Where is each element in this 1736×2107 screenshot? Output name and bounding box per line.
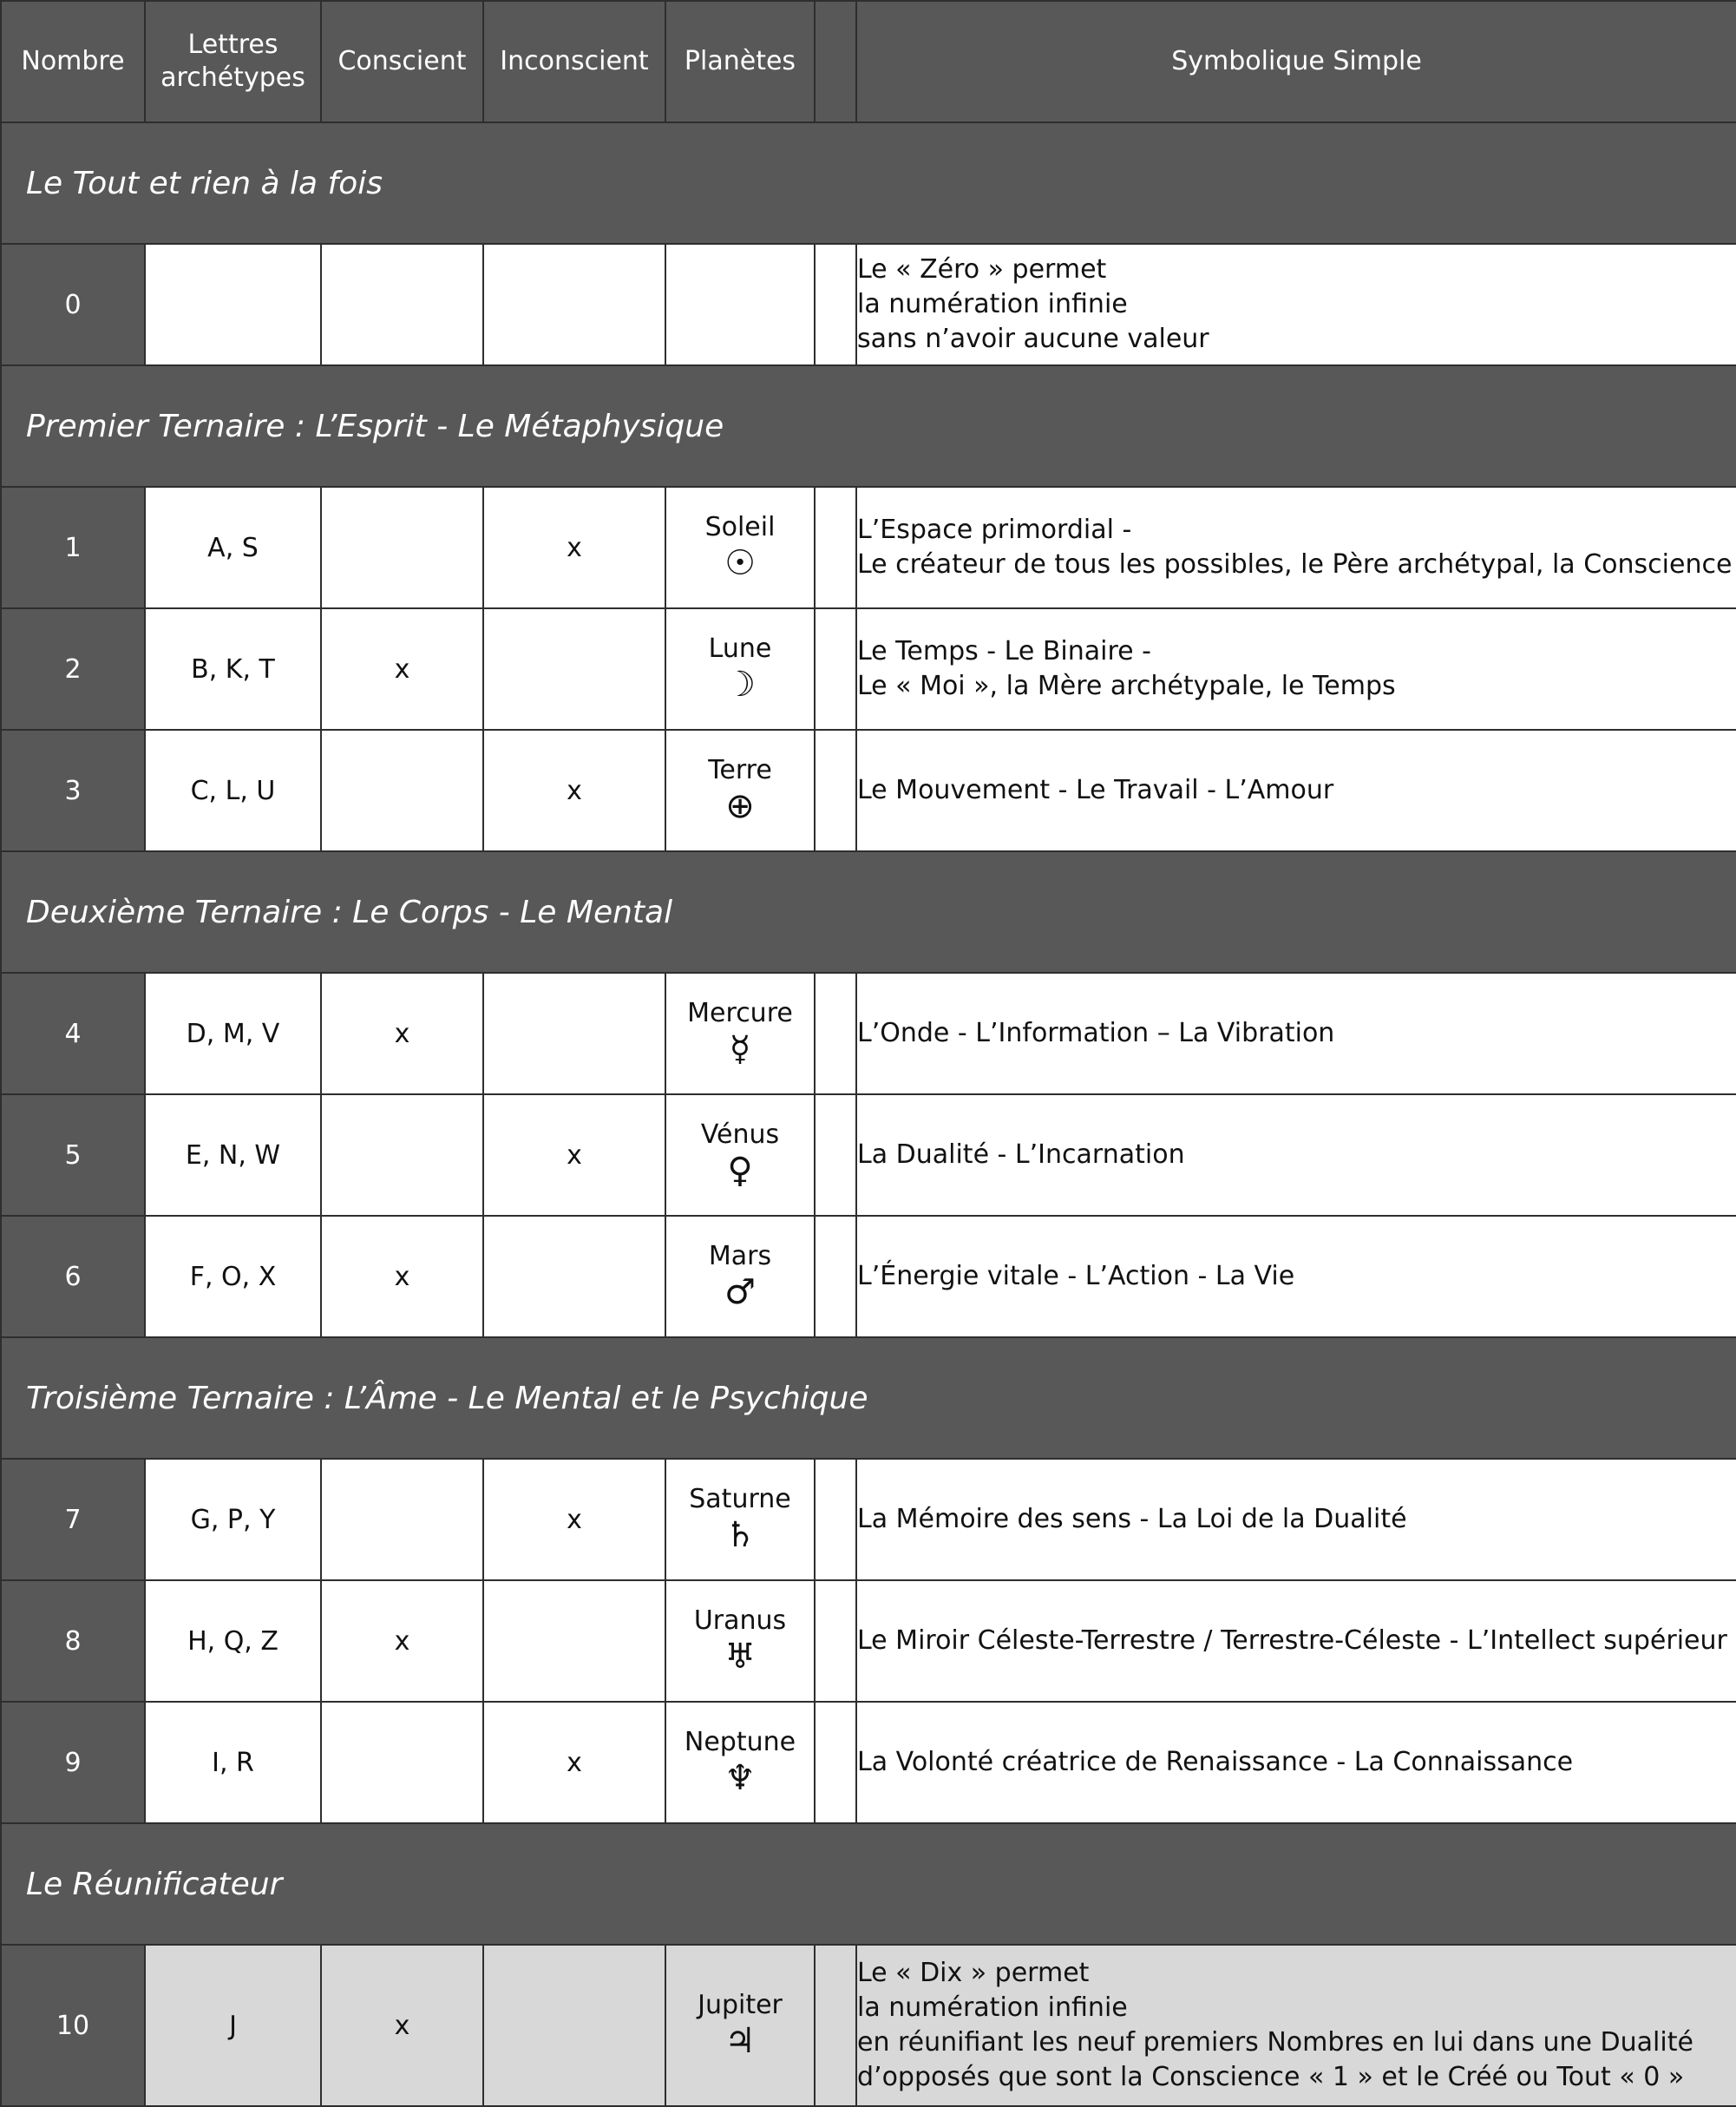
cell-nombre: 7 [1, 1459, 145, 1580]
planet-name: Uranus [693, 1605, 787, 1636]
cell-symbolique [856, 973, 1736, 1094]
cell-conscient [321, 487, 483, 608]
moon-symbol-icon: ☽ [724, 665, 756, 705]
cell-planete [665, 1702, 815, 1823]
cell-blank [815, 608, 856, 730]
desc-line: Le Temps - Le Binaire - [857, 636, 1151, 666]
mars-symbol-icon: ♂ [724, 1272, 756, 1312]
section-title-premier-ternaire: Premier Ternaire : L’Esprit - Le Métaphysique [1, 365, 1736, 487]
cell-symbolique [856, 1945, 1736, 2106]
cell-conscient: x [321, 973, 483, 1094]
uranus-symbol-icon: ♅ [724, 1637, 756, 1677]
cell-lettres: B, K, T [145, 608, 321, 730]
cell-blank [815, 973, 856, 1094]
header-row [1, 1, 1736, 122]
table-row [1, 1580, 1736, 1702]
cell-conscient [321, 244, 483, 365]
mercury-symbol-icon: ☿ [729, 1029, 751, 1069]
cell-symbolique [856, 1580, 1736, 1702]
desc-line: Le Mouvement - Le Travail - L’Amour [857, 775, 1334, 805]
cell-inconscient: x [483, 1094, 665, 1216]
section-title-troisieme-ternaire: Troisième Ternaire : L’Âme - Le Mental et le Psychique [1, 1337, 1736, 1459]
cell-inconscient: x [483, 1459, 665, 1580]
cell-inconscient [483, 973, 665, 1094]
cell-inconscient [483, 244, 665, 365]
cell-planete [665, 487, 815, 608]
cell-conscient: x [321, 1216, 483, 1337]
table-row [1, 1459, 1736, 1580]
planet-name: Vénus [700, 1119, 780, 1150]
desc-line: la numération infinie [857, 1992, 1128, 2023]
sun-symbol-icon: ☉ [724, 543, 756, 583]
cell-lettres: G, P, Y [145, 1459, 321, 1580]
desc-line: sans n’avoir aucune valeur [857, 324, 1209, 354]
cell-conscient: x [321, 1945, 483, 2106]
header-inconscient: Inconscient [483, 1, 665, 122]
cell-planete [665, 1216, 815, 1337]
cell-nombre: 2 [1, 608, 145, 730]
cell-lettres: C, L, U [145, 730, 321, 851]
cell-symbolique [856, 730, 1736, 851]
desc-line: La Dualité - L’Incarnation [857, 1139, 1185, 1170]
cell-symbolique [856, 1459, 1736, 1580]
cell-nombre: 6 [1, 1216, 145, 1337]
table-row [1, 608, 1736, 730]
cell-symbolique [856, 1702, 1736, 1823]
planet-name: Mars [708, 1241, 772, 1271]
cell-lettres: I, R [145, 1702, 321, 1823]
header-lettres [145, 1, 321, 122]
table-row [1, 244, 1736, 365]
planet-name: Jupiter [698, 1990, 783, 2020]
jupiter-symbol-icon: ♃ [724, 2021, 756, 2061]
section-row [1, 365, 1736, 487]
cell-nombre: 0 [1, 244, 145, 365]
cell-inconscient: x [483, 487, 665, 608]
cell-conscient [321, 730, 483, 851]
cell-planete [665, 1094, 815, 1216]
section-row [1, 122, 1736, 244]
planet-name: Saturne [689, 1484, 791, 1514]
cell-planete [665, 1459, 815, 1580]
venus-symbol-icon: ♀ [727, 1151, 753, 1191]
cell-nombre: 8 [1, 1580, 145, 1702]
header-symbolique: Symbolique Simple [856, 1, 1736, 122]
cell-planete [665, 244, 815, 365]
cell-symbolique [856, 608, 1736, 730]
cell-conscient: x [321, 608, 483, 730]
desc-line: L’Espace primordial - [857, 515, 1132, 545]
cell-blank [815, 1459, 856, 1580]
cell-inconscient: x [483, 730, 665, 851]
desc-line: la numération infinie [857, 289, 1128, 319]
neptune-symbol-icon: ♆ [724, 1758, 756, 1798]
desc-line: Le « Dix » permet [857, 1958, 1090, 1988]
table-row [1, 730, 1736, 851]
cell-symbolique [856, 1216, 1736, 1337]
cell-symbolique [856, 244, 1736, 365]
desc-line: Le créateur de tous les possibles, le Père archétypal, la Conscience [857, 549, 1733, 580]
table-row [1, 1094, 1736, 1216]
cell-symbolique [856, 487, 1736, 608]
cell-nombre: 4 [1, 973, 145, 1094]
desc-line: Le « Zéro » permet [857, 254, 1107, 285]
desc-line: en réunifiant les neuf premiers Nombres en lui dans une Dualité [857, 2027, 1693, 2058]
table-row [1, 973, 1736, 1094]
header-nombre: Nombre [1, 1, 145, 122]
earth-symbol-icon: ⊕ [725, 786, 755, 826]
header-lettres-line2: archétypes [160, 62, 305, 93]
cell-blank [815, 487, 856, 608]
section-row [1, 1337, 1736, 1459]
planet-name: Terre [708, 755, 772, 785]
cell-conscient [321, 1094, 483, 1216]
table-row [1, 1702, 1736, 1823]
cell-nombre: 10 [1, 1945, 145, 2106]
cell-blank [815, 1702, 856, 1823]
section-row [1, 851, 1736, 973]
cell-planete [665, 608, 815, 730]
planet-name: Neptune [684, 1727, 796, 1757]
cell-conscient [321, 1702, 483, 1823]
cell-blank [815, 1580, 856, 1702]
cell-planete [665, 973, 815, 1094]
section-title-deuxieme-ternaire: Deuxième Ternaire : Le Corps - Le Mental [1, 851, 1736, 973]
cell-lettres: F, O, X [145, 1216, 321, 1337]
cell-planete [665, 1580, 815, 1702]
cell-nombre: 1 [1, 487, 145, 608]
cell-planete [665, 1945, 815, 2106]
desc-line: Le Miroir Céleste-Terrestre / Terrestre-Céleste - L’Intellect supérieur [857, 1625, 1727, 1656]
desc-line: L’Onde - L’Information – La Vibration [857, 1018, 1335, 1048]
cell-symbolique [856, 1094, 1736, 1216]
cell-lettres [145, 244, 321, 365]
cell-nombre: 3 [1, 730, 145, 851]
cell-blank [815, 1094, 856, 1216]
cell-lettres: A, S [145, 487, 321, 608]
desc-line: d’opposés que sont la Conscience « 1 » et le Créé ou Tout « 0 » [857, 2062, 1685, 2092]
section-title-reunificateur: Le Réunificateur [1, 1823, 1736, 1945]
header-conscient: Conscient [321, 1, 483, 122]
header-planetes: Planètes [665, 1, 815, 122]
table-row [1, 487, 1736, 608]
saturn-symbol-icon: ♄ [724, 1515, 756, 1555]
cell-inconscient: x [483, 1702, 665, 1823]
header-blank [815, 1, 856, 122]
table-row [1, 1216, 1736, 1337]
cell-lettres: D, M, V [145, 973, 321, 1094]
cell-conscient: x [321, 1580, 483, 1702]
cell-blank [815, 244, 856, 365]
section-title-tout: Le Tout et rien à la fois [1, 122, 1736, 244]
desc-line: L’Énergie vitale - L’Action - La Vie [857, 1261, 1295, 1291]
cell-inconscient [483, 1945, 665, 2106]
desc-line: Le « Moi », la Mère archétypale, le Temps [857, 671, 1396, 701]
desc-line: La Mémoire des sens - La Loi de la Dualité [857, 1504, 1407, 1534]
header-lettres-line1: Lettres [187, 30, 278, 60]
cell-nombre: 5 [1, 1094, 145, 1216]
cell-lettres: J [145, 1945, 321, 2106]
cell-planete [665, 730, 815, 851]
cell-inconscient [483, 1216, 665, 1337]
desc-line: La Volonté créatrice de Renaissance - La Connaissance [857, 1747, 1574, 1777]
cell-inconscient [483, 608, 665, 730]
cell-blank [815, 1216, 856, 1337]
cell-conscient [321, 1459, 483, 1580]
cell-inconscient [483, 1580, 665, 1702]
section-row [1, 1823, 1736, 1945]
planet-name: Soleil [704, 512, 776, 542]
cell-lettres: H, Q, Z [145, 1580, 321, 1702]
table-row [1, 1945, 1736, 2106]
cell-lettres: E, N, W [145, 1094, 321, 1216]
planet-name: Mercure [687, 998, 793, 1028]
planet-name: Lune [708, 633, 772, 664]
cell-nombre: 9 [1, 1702, 145, 1823]
cell-blank [815, 730, 856, 851]
cell-blank [815, 1945, 856, 2106]
